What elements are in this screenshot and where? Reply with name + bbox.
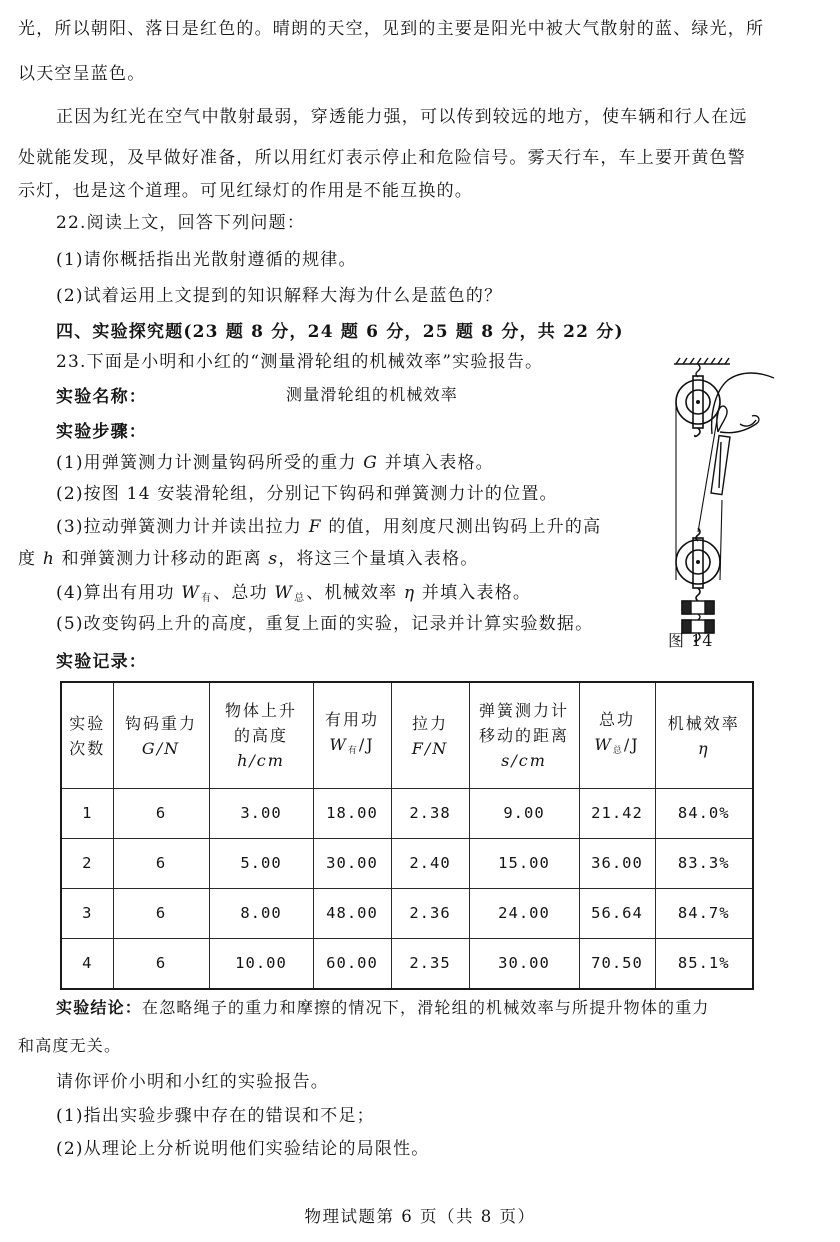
header-efficiency: 机械效率 η bbox=[655, 682, 753, 789]
table-cell: 60.00 bbox=[313, 939, 391, 990]
table-cell: 3 bbox=[61, 889, 113, 939]
page-footer: 物理试题第 6 页（共 8 页） bbox=[304, 1207, 536, 1226]
subscript-total: 总 bbox=[294, 593, 306, 604]
table-cell: 84.7% bbox=[655, 889, 753, 939]
table-cell: 15.00 bbox=[469, 839, 579, 889]
step-4 bbox=[56, 582, 531, 610]
conclusion-text: 在忽略绳子的重力和摩擦的情况下，滑轮组的机械效率与所提升物体的重力 bbox=[142, 998, 710, 1017]
spring-scale-icon bbox=[711, 436, 730, 495]
header-height: 物体上升 的高度 h/cm bbox=[209, 682, 313, 789]
step-1-text: 并填入表格。 bbox=[384, 453, 494, 473]
step-4-text: 、总功 bbox=[213, 583, 268, 603]
step-1-text: (1)用弹簧测力计测量钩码所受的重力 bbox=[56, 453, 357, 473]
variable-w: W bbox=[274, 583, 294, 603]
table-cell: 5.00 bbox=[209, 839, 313, 889]
section-heading: 四、实验探究题(23 题 8 分，24 题 6 分，25 题 8 分，共 22 分) bbox=[56, 322, 624, 342]
table-cell: 84.0% bbox=[655, 789, 753, 839]
ceiling-mount-icon bbox=[674, 358, 730, 377]
step-3-text: ，将这三个量填入表格。 bbox=[278, 549, 479, 569]
table-cell: 70.50 bbox=[579, 939, 655, 990]
table-cell: 2.38 bbox=[391, 789, 469, 839]
step-3-text: (3)拉动弹簧测力计并读出拉力 bbox=[56, 517, 303, 537]
table-cell: 6 bbox=[113, 939, 209, 990]
passage-line: 以天空呈蓝色。 bbox=[18, 64, 146, 84]
step-3-continued bbox=[18, 548, 479, 570]
table-cell: 83.3% bbox=[655, 839, 753, 889]
table-cell: 21.42 bbox=[579, 789, 655, 839]
step-4-text: (4)算出有用功 bbox=[56, 583, 175, 603]
header-pull-force: 拉力 F/N bbox=[391, 682, 469, 789]
table-row bbox=[61, 939, 753, 990]
table-cell: 2 bbox=[61, 839, 113, 889]
table-row bbox=[61, 839, 753, 889]
table-cell: 1 bbox=[61, 789, 113, 839]
table-header-row bbox=[61, 682, 753, 789]
movable-pulley-icon bbox=[676, 528, 720, 601]
table-cell: 8.00 bbox=[209, 889, 313, 939]
table-cell: 10.00 bbox=[209, 939, 313, 990]
header-scale-distance: 弹簧测力计 移动的距离 s/cm bbox=[469, 682, 579, 789]
table-cell: 6 bbox=[113, 839, 209, 889]
variable-eta: η bbox=[403, 583, 416, 603]
table-cell: 2.35 bbox=[391, 939, 469, 990]
variable-f: F bbox=[308, 517, 322, 537]
step-1 bbox=[56, 452, 494, 474]
variable-w: W bbox=[181, 583, 200, 603]
step-3-text: 度 bbox=[18, 549, 37, 569]
table-cell: 48.00 bbox=[313, 889, 391, 939]
experiment-steps-label: 实验步骤： bbox=[56, 422, 147, 442]
question-22-stem: 22.阅读上文，回答下列问题： bbox=[56, 213, 306, 233]
variable-g: G bbox=[363, 453, 379, 473]
experiment-name-value: 测量滑轮组的机械效率 bbox=[286, 385, 459, 404]
step-4-text: 并填入表格。 bbox=[421, 583, 532, 603]
header-useful-work: 有用功 W有/J bbox=[313, 682, 391, 789]
table-cell: 18.00 bbox=[313, 789, 391, 839]
step-3-text: 的值，用刻度尺测出钩码上升的高 bbox=[328, 517, 602, 537]
figure-caption: 图 14 bbox=[668, 631, 714, 650]
table-cell: 6 bbox=[113, 889, 209, 939]
table-cell: 6 bbox=[113, 789, 209, 839]
table-cell: 2.36 bbox=[391, 889, 469, 939]
step-3-text: 和弹簧测力计移动的距离 bbox=[61, 549, 262, 569]
question-22-part-1: (1)请你概括指出光散射遵循的规律。 bbox=[56, 250, 357, 270]
step-4-text: 、机械效率 bbox=[306, 583, 398, 603]
header-weight: 钩码重力 G/N bbox=[113, 682, 209, 789]
question-22-part-2: (2)试着运用上文提到的知识解释大海为什么是蓝色的？ bbox=[56, 286, 503, 306]
conclusion-continued: 和高度无关。 bbox=[18, 1036, 122, 1055]
conclusion bbox=[56, 997, 710, 1019]
passage-line: 示灯，也是这个道理。可见红绿灯的作用是不能互换的。 bbox=[18, 181, 473, 201]
conclusion-label: 实验结论： bbox=[56, 998, 143, 1017]
table-row bbox=[61, 789, 753, 839]
record-label: 实验记录： bbox=[56, 652, 147, 672]
table-cell: 30.00 bbox=[313, 839, 391, 889]
step-5: (5)改变钩码上升的高度，重复上面的实验，记录并计算实验数据。 bbox=[56, 614, 594, 634]
table-cell: 56.64 bbox=[579, 889, 655, 939]
table-cell: 3.00 bbox=[209, 789, 313, 839]
hand-icon bbox=[712, 373, 774, 434]
table-cell: 36.00 bbox=[579, 839, 655, 889]
table-row bbox=[61, 889, 753, 939]
evaluation-part-2: (2)从理论上分析说明他们实验结论的局限性。 bbox=[56, 1139, 430, 1159]
experiment-record-table bbox=[60, 681, 754, 990]
header-total-work: 总功 W总/J bbox=[579, 682, 655, 789]
variable-h: h bbox=[42, 549, 55, 569]
table-cell: 30.00 bbox=[469, 939, 579, 990]
table-cell: 2.40 bbox=[391, 839, 469, 889]
header-trial-number: 实验 次数 bbox=[61, 682, 113, 789]
table-cell: 85.1% bbox=[655, 939, 753, 990]
table-cell: 9.00 bbox=[469, 789, 579, 839]
evaluation-part-1: (1)指出实验步骤中存在的错误和不足； bbox=[56, 1106, 375, 1126]
table-cell: 4 bbox=[61, 939, 113, 990]
evaluation-prompt: 请你评价小明和小红的实验报告。 bbox=[56, 1072, 329, 1092]
experiment-name-label: 实验名称： bbox=[56, 387, 147, 407]
passage-line: 正因为红光在空气中散射最弱，穿透能力强，可以传到较远的地方，使车辆和行人在远 bbox=[56, 107, 748, 127]
table-cell: 24.00 bbox=[469, 889, 579, 939]
subscript-useful: 有 bbox=[200, 593, 213, 604]
passage-line: 处就能发现，及早做好准备，所以用红灯表示停止和危险信号。雾天行车，车上要开黄色警 bbox=[18, 148, 746, 168]
step-2: (2)按图 14 安装滑轮组，分别记下钩码和弹簧测力计的位置。 bbox=[56, 484, 558, 504]
pulley-figure bbox=[650, 352, 775, 652]
passage-line: 光，所以朝阳、落日是红色的。晴朗的天空，见到的主要是阳光中被大气散射的蓝、绿光，所 bbox=[18, 19, 765, 39]
question-23-stem: 23.下面是小明和小红的“测量滑轮组的机械效率”实验报告。 bbox=[56, 352, 544, 372]
step-3 bbox=[56, 516, 601, 538]
variable-s: s bbox=[268, 549, 279, 569]
